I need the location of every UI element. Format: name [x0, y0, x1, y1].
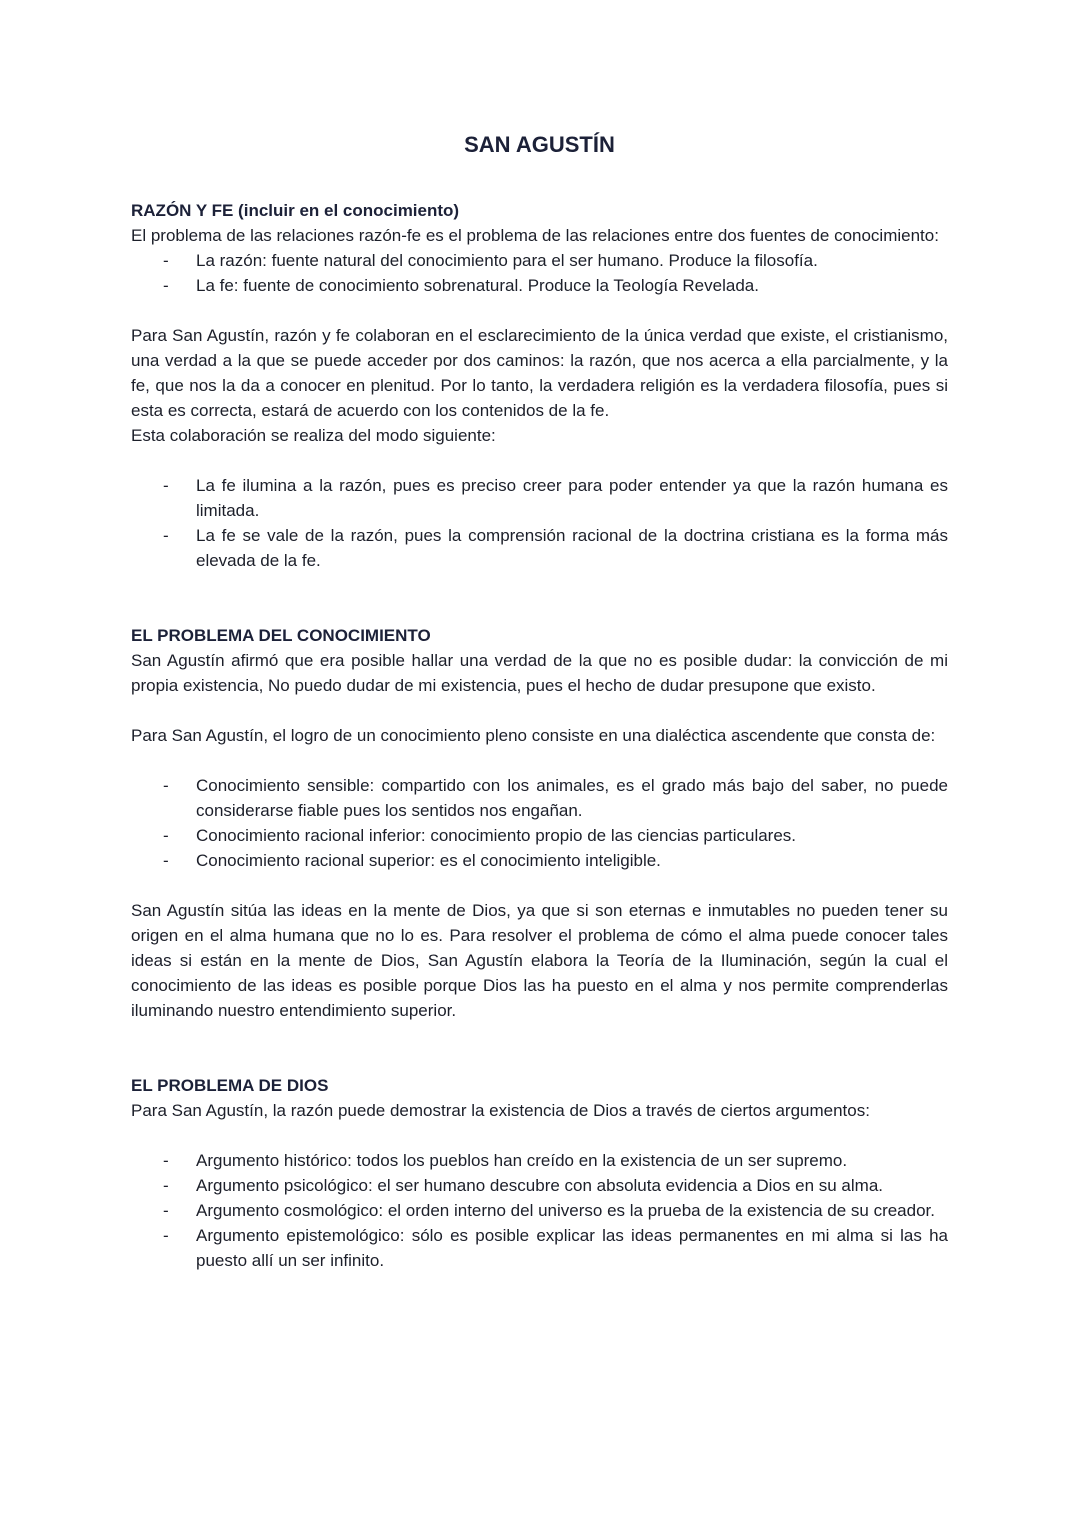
- list-item: - Argumento psicológico: el ser humano descubre con absoluta evidencia a Dios en su alma.: [131, 1173, 948, 1198]
- levels-list: [131, 773, 948, 873]
- section-conocimiento: [131, 623, 948, 1023]
- section-dios: [131, 1073, 948, 1273]
- list-item: - La fe ilumina a la razón, pues es preciso creer para poder entender ya que la razón humana es limitada.: [131, 473, 948, 523]
- conocimiento-para2: Para San Agustín, el logro de un conocimiento pleno consiste en una dialéctica ascendente que consta de:: [131, 726, 936, 745]
- page-title: SAN AGUSTÍN: [464, 132, 615, 157]
- list-item: - Argumento cosmológico: el orden interno del universo es la prueba de la existencia de su creador.: [131, 1198, 948, 1223]
- list-item: - La razón: fuente natural del conocimiento para el ser humano. Produce la filosofía.: [131, 248, 948, 273]
- razon-fe-paragraph: Para San Agustín, razón y fe colaboran en el esclarecimiento de la única verdad que existe, el cristianismo, una verdad a la que se puede acceder por dos caminos: la razón, que nos acerca a ella parcialmente, y la fe, que nos la da a conocer en plenitud. Por lo tanto, la verdadera religión es la verdadera filosofía, pues si esta es correcta, estará de acuerdo con los contenidos de la fe.: [131, 326, 948, 420]
- list-item: - Argumento epistemológico: sólo es posible explicar las ideas permanentes en mi alma si las ha puesto allí un ser infinito.: [131, 1223, 948, 1273]
- collab-list: [131, 473, 948, 573]
- section-razon-fe: [131, 198, 948, 573]
- section-heading-conocimiento: EL PROBLEMA DEL CONOCIMIENTO: [131, 626, 431, 645]
- list-item: - Conocimiento sensible: compartido con los animales, es el grado más bajo del saber, no puede considerarse fiable pues los sentidos nos engañan.: [131, 773, 948, 823]
- section-heading-razon-fe: RAZÓN Y FE (incluir en el conocimiento): [131, 201, 460, 220]
- document-page: [131, 129, 948, 1273]
- list-item: - La fe: fuente de conocimiento sobrenatural. Produce la Teología Revelada.: [131, 273, 948, 298]
- list-item: - Conocimiento racional superior: es el conocimiento inteligible.: [131, 848, 948, 873]
- conocimiento-para3: San Agustín sitúa las ideas en la mente de Dios, ya que si son eternas e inmutables no pueden tener su origen en el alma humana que no lo es. Para resolver el problema de cómo el alma puede conocer tales ideas si están en la mente de Dios, San Agustín elabora la Teoría de la Iluminación, según la cual el conocimiento de las ideas es posible porque Dios las ha puesto en el alma y nos permite comprenderlas iluminando nuestro entendimiento superior.: [131, 901, 948, 1020]
- collab-intro: Esta colaboración se realiza del modo siguiente:: [131, 426, 496, 445]
- list-item: - Conocimiento racional inferior: conocimiento propio de las ciencias particulares.: [131, 823, 948, 848]
- list-item: - La fe se vale de la razón, pues la comprensión racional de la doctrina cristiana es la forma más elevada de la fe.: [131, 523, 948, 573]
- section-heading-dios: EL PROBLEMA DE DIOS: [131, 1076, 329, 1095]
- conocimiento-para1: San Agustín afirmó que era posible hallar una verdad de la que no es posible dudar: la convicción de mi propia existencia, No puedo dudar de mi existencia, pues el hecho de dudar presupone que existo.: [131, 651, 948, 695]
- razon-fe-intro: El problema de las relaciones razón-fe es el problema de las relaciones entre dos fuentes de conocimiento:: [131, 226, 939, 245]
- dios-intro: Para San Agustín, la razón puede demostrar la existencia de Dios a través de ciertos argumentos:: [131, 1101, 870, 1120]
- sources-list: [131, 248, 948, 298]
- list-item: - Argumento histórico: todos los pueblos han creído en la existencia de un ser supremo.: [131, 1148, 948, 1173]
- arguments-list: [131, 1148, 948, 1273]
